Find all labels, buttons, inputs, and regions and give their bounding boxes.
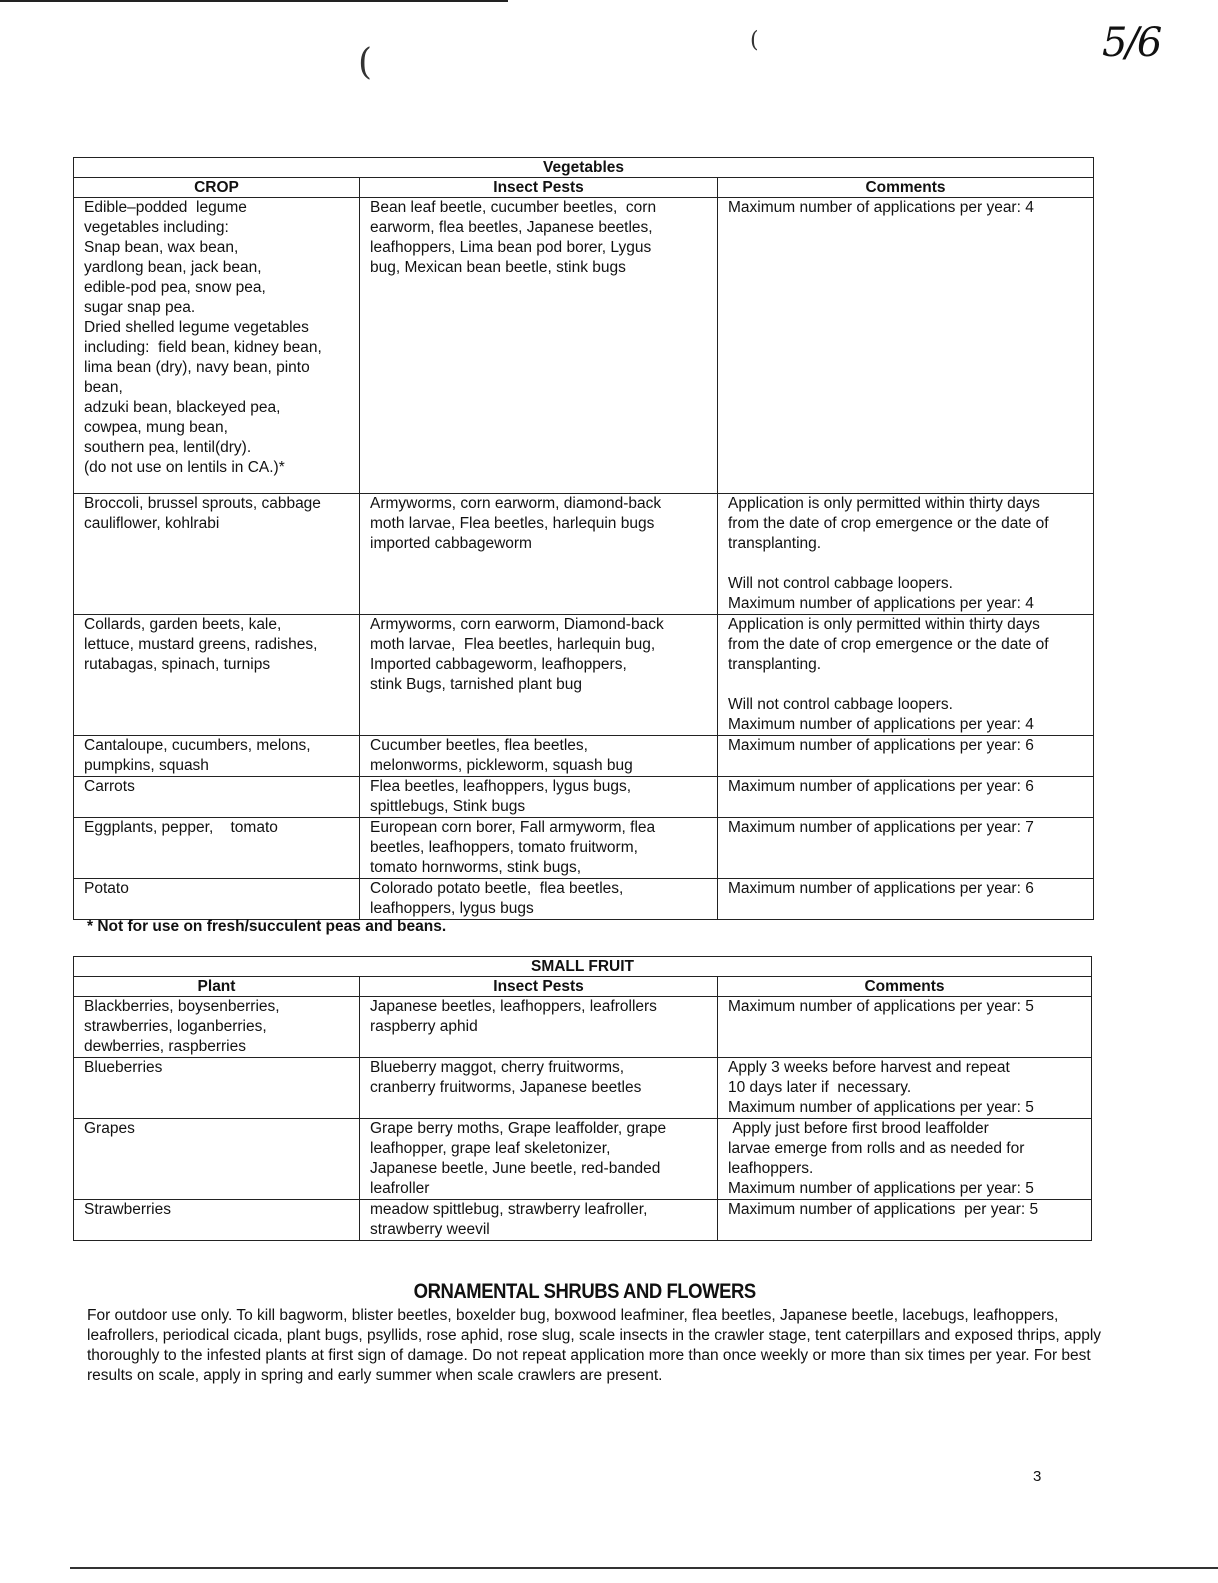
crop-cell bbox=[74, 879, 360, 920]
cell-text-line: vegetables including: bbox=[84, 219, 229, 236]
scan-artifact-mark: ( bbox=[750, 28, 759, 53]
cell-text-line: bean, bbox=[84, 379, 123, 396]
comments-cell bbox=[718, 777, 1094, 818]
cell-text-line: imported cabbageworm bbox=[370, 535, 532, 552]
cell-text-line: adzuki bean, blackeyed pea, bbox=[84, 399, 281, 416]
cell-text-line: Grapes bbox=[84, 1120, 135, 1137]
cell-text-line: Colorado potato beetle, flea beetles, bbox=[370, 880, 624, 897]
cell-text-line: Maximum number of applications per year: 5 bbox=[728, 998, 1034, 1015]
cell-text-line: Eggplants, pepper, tomato bbox=[84, 819, 278, 836]
table-row bbox=[74, 879, 1094, 920]
column-header-insect-pests: Insect Pests bbox=[360, 977, 718, 997]
cell-text-line: Will not control cabbage loopers. bbox=[728, 696, 953, 713]
cell-text-line: stink Bugs, tarnished plant bug bbox=[370, 676, 582, 693]
insect-pests-cell bbox=[360, 818, 718, 879]
cell-text-line: tomato hornworms, stink bugs, bbox=[370, 859, 582, 876]
table-row bbox=[74, 777, 1094, 818]
crop-cell bbox=[74, 736, 360, 777]
vegetables-table bbox=[73, 157, 1094, 920]
table-row bbox=[74, 1200, 1092, 1241]
cell-text-line: Blueberries bbox=[84, 1059, 163, 1076]
cell-text-line: Maximum number of applications per year: 6 bbox=[728, 778, 1034, 795]
table-row bbox=[74, 494, 1094, 615]
cell-text-line: cranberry fruitworms, Japanese beetles bbox=[370, 1079, 642, 1096]
insect-pests-cell bbox=[360, 615, 718, 736]
cell-text-line: moth larvae, Flea beetles, harlequin bugs bbox=[370, 515, 655, 532]
cell-text-line: leafhoppers. bbox=[728, 1160, 814, 1177]
crop-cell bbox=[74, 777, 360, 818]
cell-text-line: moth larvae, Flea beetles, harlequin bug, bbox=[370, 636, 656, 653]
cell-text-line: Japanese beetle, June beetle, red-banded bbox=[370, 1160, 661, 1177]
insect-pests-cell bbox=[360, 494, 718, 615]
cell-text-line: bug, Mexican bean beetle, stink bugs bbox=[370, 259, 626, 276]
cell-text-line: Armyworms, corn earworm, Diamond-back bbox=[370, 616, 664, 633]
page-number: 3 bbox=[1033, 1468, 1042, 1485]
cell-text-line: Maximum number of applications per year: 6 bbox=[728, 880, 1034, 897]
insect-pests-cell bbox=[360, 1058, 718, 1119]
cell-text-line: Collards, garden beets, kale, bbox=[84, 616, 282, 633]
cell-text-line: including: field bean, kidney bean, bbox=[84, 339, 322, 356]
cell-text-line: larvae emerge from rolls and as needed for bbox=[728, 1140, 1025, 1157]
comments-cell bbox=[718, 879, 1094, 920]
table-row bbox=[74, 1119, 1092, 1200]
cell-text-line: Broccoli, brussel sprouts, cabbage bbox=[84, 495, 321, 512]
cell-text-line: Armyworms, corn earworm, diamond-back bbox=[370, 495, 662, 512]
cell-text-line: Cantaloupe, cucumbers, melons, bbox=[84, 737, 311, 754]
cell-text-line: strawberries, loganberries, bbox=[84, 1018, 267, 1035]
cell-text-line: Japanese beetles, leafhoppers, leafrollers bbox=[370, 998, 657, 1015]
comments-cell bbox=[718, 818, 1094, 879]
cell-text-line: leafhoppers, lygus bugs bbox=[370, 900, 534, 917]
cell-text-line: Maximum number of applications per year: 7 bbox=[728, 819, 1034, 836]
cell-text-line: southern pea, lentil(dry). bbox=[84, 439, 252, 456]
column-header-crop: CROP bbox=[74, 178, 360, 198]
crop-cell bbox=[74, 1058, 360, 1119]
comments-cell bbox=[718, 997, 1092, 1058]
column-header-plant: Plant bbox=[74, 977, 360, 997]
comments-cell bbox=[718, 494, 1094, 615]
ornamental-section-body: For outdoor use only. To kill bagworm, blister beetles, boxelder bug, boxwood leafminer, flea beetles, Japanese beetle, lacebugs, leafhoppers, leafrollers, periodical cicada, plant bugs, psyllids, rose aphid, rose slug, scale insects in the crawler stage, tent caterpillars and exposed thrips, apply thoroughly to the infested plants at first sign of damage. Do not repeat application more than once weekly or more than six times per year. For best results on scale, apply in spring and early summer when scale crawlers are present. bbox=[87, 1307, 1102, 1384]
cell-text-line: Bean leaf beetle, cucumber beetles, corn bbox=[370, 199, 657, 216]
cell-text-line: edible-pod pea, snow pea, bbox=[84, 279, 266, 296]
comments-cell bbox=[718, 1119, 1092, 1200]
vegetables-footnote: * Not for use on fresh/succulent peas and beans. bbox=[87, 918, 447, 935]
cell-text-line: Apply 3 weeks before harvest and repeat bbox=[728, 1059, 1010, 1076]
table-row bbox=[74, 198, 1094, 494]
comments-cell bbox=[718, 615, 1094, 736]
vegetables-table-title: Vegetables bbox=[74, 158, 1094, 178]
insect-pests-cell bbox=[360, 736, 718, 777]
comments-cell bbox=[718, 1200, 1092, 1241]
crop-cell bbox=[74, 494, 360, 615]
crop-cell bbox=[74, 198, 360, 494]
cell-text-line: Maximum number of applications per year: 4 bbox=[728, 199, 1034, 216]
cell-text-line: Blackberries, boysenberries, bbox=[84, 998, 280, 1015]
cell-text-line: pumpkins, squash bbox=[84, 757, 209, 774]
cell-text-line: beetles, leafhoppers, tomato fruitworm, bbox=[370, 839, 638, 856]
crop-cell bbox=[74, 615, 360, 736]
cell-text-line: Snap bean, wax bean, bbox=[84, 239, 239, 256]
cell-text-line: from the date of crop emergence or the date of bbox=[728, 515, 1049, 532]
ornamental-section-heading: ORNAMENTAL SHRUBS AND FLOWERS bbox=[413, 1280, 756, 1303]
comments-cell bbox=[718, 1058, 1092, 1119]
table-row bbox=[74, 736, 1094, 777]
cell-text-line: Carrots bbox=[84, 778, 135, 795]
cell-text-line: lettuce, mustard greens, radishes, bbox=[84, 636, 318, 653]
cell-text-line: meadow spittlebug, strawberry leafroller, bbox=[370, 1201, 648, 1218]
cell-text-line: Strawberries bbox=[84, 1201, 171, 1218]
cell-text-line: from the date of crop emergence or the date of bbox=[728, 636, 1049, 653]
crop-cell bbox=[74, 1119, 360, 1200]
cell-text-line: Grape berry moths, Grape leaffolder, grape bbox=[370, 1120, 667, 1137]
table-row bbox=[74, 1058, 1092, 1119]
table-row bbox=[74, 818, 1094, 879]
small-fruit-table-title: SMALL FRUIT bbox=[74, 957, 1092, 977]
crop-cell bbox=[74, 997, 360, 1058]
comments-cell bbox=[718, 736, 1094, 777]
crop-cell bbox=[74, 818, 360, 879]
cell-text-line: European corn borer, Fall armyworm, flea bbox=[370, 819, 656, 836]
cell-text-line: sugar snap pea. bbox=[84, 299, 196, 316]
column-header-insect-pests: Insect Pests bbox=[360, 178, 718, 198]
cell-text-line: melonworms, pickleworm, squash bug bbox=[370, 757, 633, 774]
insect-pests-cell bbox=[360, 1119, 718, 1200]
cell-text-line bbox=[728, 554, 1085, 574]
cell-text-line: 10 days later if necessary. bbox=[728, 1079, 912, 1096]
cell-text-line: Maximum number of applications per year: 4 bbox=[728, 595, 1034, 612]
insect-pests-cell bbox=[360, 1200, 718, 1241]
cell-text-line: earworm, flea beetles, Japanese beetles, bbox=[370, 219, 653, 236]
cell-text-line: Blueberry maggot, cherry fruitworms, bbox=[370, 1059, 625, 1076]
comments-cell bbox=[718, 198, 1094, 494]
scan-top-rule bbox=[0, 0, 508, 2]
scan-bottom-rule bbox=[70, 1567, 1218, 1569]
cell-text-line: Maximum number of applications per year: 5 bbox=[728, 1201, 1039, 1218]
table-row bbox=[74, 997, 1092, 1058]
cell-text-line: Edible–podded legume bbox=[84, 199, 247, 216]
cell-text-line: Flea beetles, leafhoppers, lygus bugs, bbox=[370, 778, 632, 795]
column-header-comments: Comments bbox=[718, 178, 1094, 198]
crop-cell bbox=[74, 1200, 360, 1241]
cell-text-line: Application is only permitted within thirty days bbox=[728, 495, 1040, 512]
cell-text-line: Maximum number of applications per year: 4 bbox=[728, 716, 1034, 733]
insect-pests-cell bbox=[360, 997, 718, 1058]
cell-text-line: leafhoppers, Lima bean pod borer, Lygus bbox=[370, 239, 652, 256]
cell-text-line: leafroller bbox=[370, 1180, 430, 1197]
cell-text-line: Will not control cabbage loopers. bbox=[728, 575, 953, 592]
cell-text-line: Imported cabbageworm, leafhoppers, bbox=[370, 656, 627, 673]
cell-text-line: Maximum number of applications per year: 5 bbox=[728, 1099, 1034, 1116]
cell-text-line: dewberries, raspberries bbox=[84, 1038, 246, 1055]
insect-pests-cell bbox=[360, 879, 718, 920]
handwritten-page-annotation: 5/6 bbox=[1102, 20, 1161, 66]
cell-text-line: Potato bbox=[84, 880, 129, 897]
table-row bbox=[74, 615, 1094, 736]
scan-artifact-mark: ( bbox=[358, 42, 373, 83]
cell-text-line: lima bean (dry), navy bean, pinto bbox=[84, 359, 310, 376]
small-fruit-table bbox=[73, 956, 1092, 1241]
cell-text-line: rutabagas, spinach, turnips bbox=[84, 656, 271, 673]
cell-text-line: Application is only permitted within thirty days bbox=[728, 616, 1040, 633]
cell-text-line: cauliflower, kohlrabi bbox=[84, 515, 220, 532]
cell-text-line: (do not use on lentils in CA.)* bbox=[84, 459, 285, 476]
cell-text-line: cowpea, mung bean, bbox=[84, 419, 228, 436]
cell-text-line: spittlebugs, Stink bugs bbox=[370, 798, 526, 815]
cell-text-line: Maximum number of applications per year: 6 bbox=[728, 737, 1034, 754]
cell-text-line: yardlong bean, jack bean, bbox=[84, 259, 262, 276]
insect-pests-cell bbox=[360, 198, 718, 494]
column-header-comments: Comments bbox=[718, 977, 1092, 997]
cell-text-line: strawberry weevil bbox=[370, 1221, 490, 1238]
cell-text-line: Cucumber beetles, flea beetles, bbox=[370, 737, 588, 754]
cell-text-line: raspberry aphid bbox=[370, 1018, 478, 1035]
cell-text-line bbox=[728, 675, 1085, 695]
cell-text-line: transplanting. bbox=[728, 656, 822, 673]
insect-pests-cell bbox=[360, 777, 718, 818]
cell-text-line: Maximum number of applications per year: 5 bbox=[728, 1180, 1034, 1197]
cell-text-line: Dried shelled legume vegetables bbox=[84, 319, 309, 336]
cell-text-line: leafhopper, grape leaf skeletonizer, bbox=[370, 1140, 611, 1157]
cell-text-line: Apply just before first brood leaffolder bbox=[728, 1120, 989, 1137]
cell-text-line: transplanting. bbox=[728, 535, 822, 552]
